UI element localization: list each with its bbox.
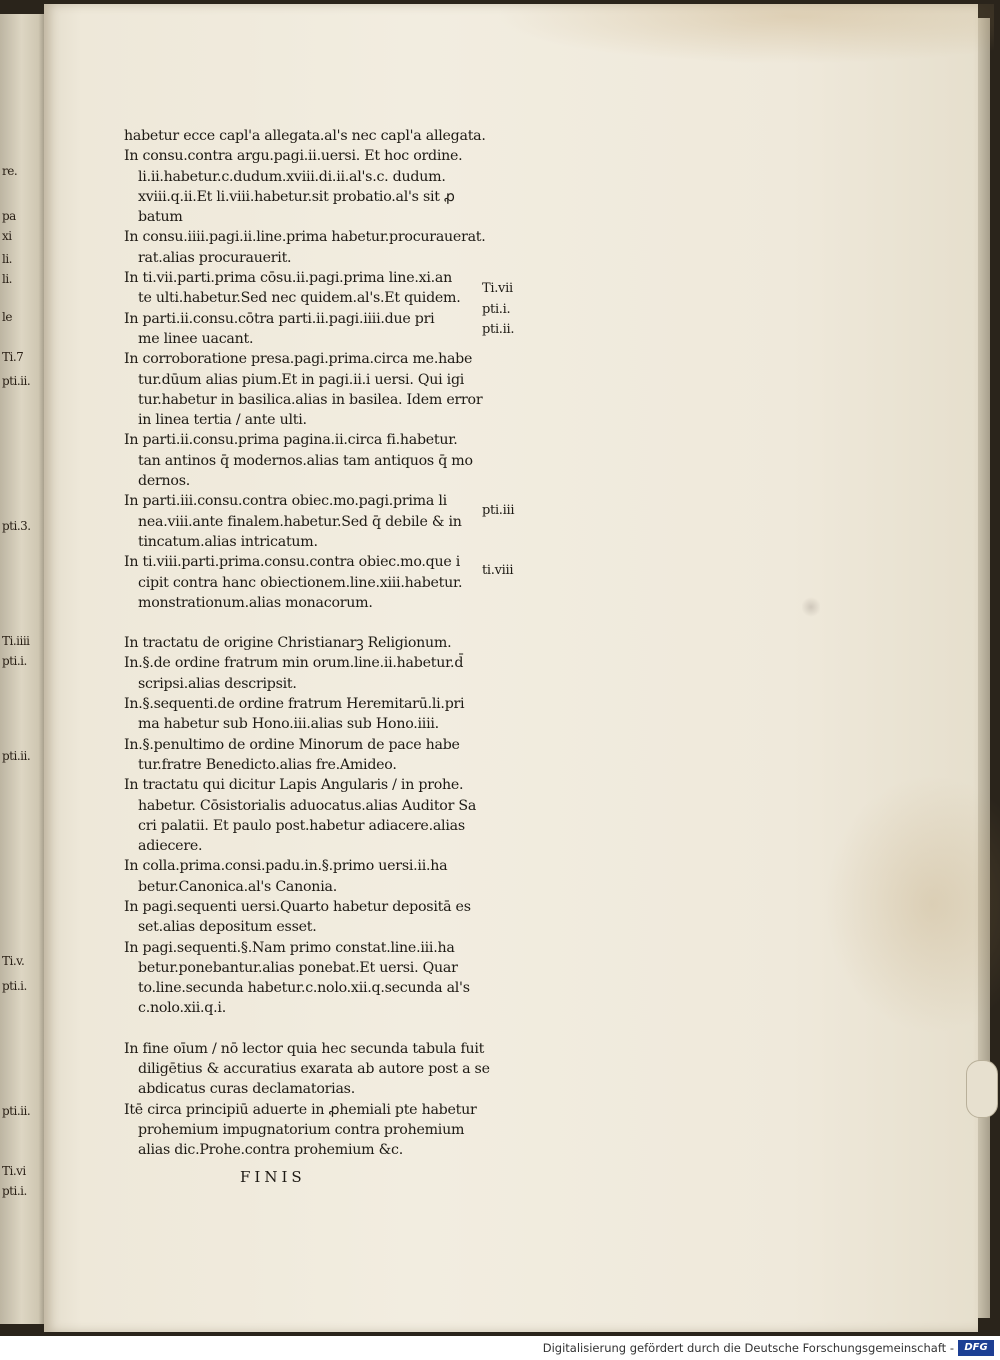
- errata-entry: [124, 430, 474, 491]
- text-line: In ti.vii.parti.prima cōsu.ii.pagi.prima line.xi.an: [124, 270, 452, 287]
- left-margin-note: pti.ii.: [2, 749, 31, 763]
- errata-entry: [124, 309, 474, 350]
- left-margin-note: Ti.7: [2, 350, 24, 364]
- text-line: betur.ponebantur.alias ponebat.Et uersi. Quar: [138, 959, 458, 976]
- text-line: In pagi.sequenti uersi.Quarto habetur depositā es: [124, 898, 471, 915]
- text-line: In consu.iiii.pagi.ii.line.prima habetur.procurauerat.: [124, 229, 486, 246]
- errata-entry: [124, 775, 477, 856]
- text-line: to.line.secunda habetur.c.nolo.xii.q.secunda al's: [138, 980, 470, 997]
- text-line: diligētius & accuratius exarata ab autore post a se: [138, 1061, 490, 1078]
- text-line: cri palatii. Et paulo post.habetur adiacere.alias: [138, 817, 465, 834]
- text-line: prohemium impugnatorium contra prohemium: [138, 1121, 465, 1138]
- text-line: In.§.sequenti.de ordine fratrum Heremitarū.li.pri: [124, 696, 465, 713]
- text-line: In colla.prima.consi.padu.in.§.primo uersi.ii.ha: [124, 858, 448, 875]
- text-line: scripsi.alias descripsit.: [138, 675, 297, 692]
- errata-entry: [124, 694, 474, 735]
- errata-text-block: [124, 126, 490, 1161]
- text-line: tincatum.alias intricatum.: [138, 533, 318, 550]
- digitization-footer: [0, 1336, 1000, 1360]
- text-line: In.§.penultimo de ordine Minorum de pace habe: [124, 736, 460, 753]
- left-margin-note: Ti.vi: [2, 1164, 26, 1178]
- text-line: me linee uacant.: [138, 330, 254, 347]
- left-margin-note: li.: [2, 252, 12, 266]
- text-line: abdicatus curas declamatorias.: [138, 1081, 355, 1098]
- text-line: tur.fratre Benedicto.alias fre.Amideo.: [138, 756, 397, 773]
- section-gap: [124, 1019, 474, 1039]
- text-line: In tractatu qui dicitur Lapis Angularis / in prohe.: [124, 777, 464, 794]
- errata-entry: [124, 1100, 477, 1161]
- text-line: batum: [138, 209, 183, 226]
- text-line: Itē circa principiū aduerte in ꝓhemiali pte habetur: [124, 1101, 477, 1118]
- errata-entry: [124, 491, 474, 552]
- footer-credit: Digitalisierung gefördert durch die Deutsche Forschungsgemeinschaft -: [542, 1341, 954, 1355]
- errata-entry: [124, 146, 474, 227]
- errata-entry: [124, 126, 486, 146]
- text-line: In corroboratione presa.pagi.prima.circa me.habe: [124, 351, 473, 368]
- margin-note: pti.iii: [482, 503, 515, 518]
- errata-entry: [124, 349, 483, 430]
- left-margin-note: re.: [2, 164, 18, 178]
- errata-entry: [124, 1039, 490, 1100]
- text-line: In tractatu de origine Christianarꝫ Religionum.: [124, 635, 452, 652]
- left-margin-note: xi: [2, 229, 12, 243]
- errata-entry: [124, 268, 474, 309]
- margin-note: ti.viii: [482, 563, 514, 578]
- text-line: alias dic.Prohe.contra prohemium &c.: [138, 1142, 403, 1159]
- text-line: In pagi.sequenti.§.Nam primo constat.line.iii.ha: [124, 939, 455, 956]
- left-margin-note: Ti.iiii: [2, 634, 30, 648]
- left-margin-note: pti.3.: [2, 519, 31, 533]
- text-line: tur.dūum alias pium.Et in pagi.ii.i uersi. Qui igi: [138, 371, 465, 388]
- errata-entry: [124, 552, 474, 613]
- text-line: In parti.iii.consu.contra obiec.mo.pagi.prima li: [124, 493, 447, 510]
- text-line: rat.alias procurauerit.: [138, 249, 292, 266]
- errata-entry: [124, 735, 474, 776]
- text-line: tan antinos q̄ modernos.alias tam antiquos q̄ mo: [138, 452, 473, 469]
- text-line: monstrationum.alias monacorum.: [138, 594, 373, 611]
- errata-entry: [124, 653, 474, 694]
- margin-note: pti.i.: [482, 302, 511, 317]
- section-gap: [124, 613, 474, 633]
- text-line: set.alias depositum esset.: [138, 919, 317, 936]
- text-line: adiecere.: [138, 838, 203, 855]
- page-clip-mark: [966, 1060, 998, 1118]
- left-margin-note: pti.i.: [2, 979, 27, 993]
- margin-note: Ti.vii: [482, 281, 513, 296]
- text-line: In.§.de ordine fratrum min orum.line.ii.habetur.d̄: [124, 655, 464, 672]
- text-line: In fine oīum / nō lector quia hec secunda tabula fuit: [124, 1040, 485, 1057]
- text-line: xviii.q.ii.Et li.viii.habetur.sit probatio.al's sit ꝓ: [138, 188, 455, 205]
- left-margin-note: Ti.v.: [2, 954, 25, 968]
- finis-colophon: FINIS: [240, 1168, 306, 1186]
- errata-entry: [124, 633, 474, 653]
- text-line: te ulti.habetur.Sed nec quidem.al's.Et quidem.: [138, 290, 461, 307]
- errata-entry: [124, 938, 474, 1019]
- text-line: ma habetur sub Hono.iii.alias sub Hono.iiii.: [138, 716, 439, 733]
- text-line: In ti.viii.parti.prima.consu.contra obiec.mo.que i: [124, 554, 461, 571]
- faint-stamp: [802, 596, 820, 618]
- text-line: cipit contra hanc obiectionem.line.xiii.habetur.: [138, 574, 463, 591]
- text-line: tur.habetur in basilica.alias in basilea. Idem error: [138, 391, 483, 408]
- text-line: c.nolo.xii.q.i.: [138, 1000, 226, 1017]
- text-line: habetur. Cōsistorialis aduocatus.alias Auditor Sa: [138, 797, 477, 814]
- text-line: li.ii.habetur.c.dudum.xviii.di.ii.al's.c. dudum.: [138, 168, 446, 185]
- text-line: In parti.ii.consu.cōtra parti.ii.pagi.iiii.due pri: [124, 310, 435, 327]
- water-stain: [824, 774, 1000, 1034]
- text-line: nea.viii.ante finalem.habetur.Sed q̄ debile & in: [138, 513, 462, 530]
- left-margin-note: pti.i.: [2, 654, 27, 668]
- text-line: in linea tertia / ante ulti.: [138, 412, 307, 429]
- water-stain: [494, 4, 994, 64]
- left-margin-note: pa: [2, 209, 16, 223]
- text-line: In parti.ii.consu.prima pagina.ii.circa fi.habetur.: [124, 432, 458, 449]
- text-line: dernos.: [138, 473, 190, 490]
- text-line: habetur ecce capl'a allegata.al's nec capl'a allegata.: [124, 128, 486, 144]
- errata-entry: [124, 897, 474, 938]
- errata-entry: [124, 227, 486, 268]
- left-margin-note: li.: [2, 272, 12, 286]
- left-margin-note: pti.ii.: [2, 374, 31, 388]
- errata-entry: [124, 856, 474, 897]
- left-margin-notes: [0, 14, 46, 1314]
- text-line: In consu.contra argu.pagi.ii.uersi. Et hoc ordine.: [124, 148, 463, 165]
- left-margin-note: le: [2, 310, 12, 324]
- left-page-edge: [0, 14, 48, 1324]
- margin-note: pti.ii.: [482, 322, 515, 337]
- left-margin-note: pti.ii.: [2, 1104, 31, 1118]
- dfg-logo: DFG: [958, 1340, 994, 1356]
- text-line: betur.Canonica.al's Canonia.: [138, 878, 337, 895]
- left-margin-note: pti.i.: [2, 1184, 27, 1198]
